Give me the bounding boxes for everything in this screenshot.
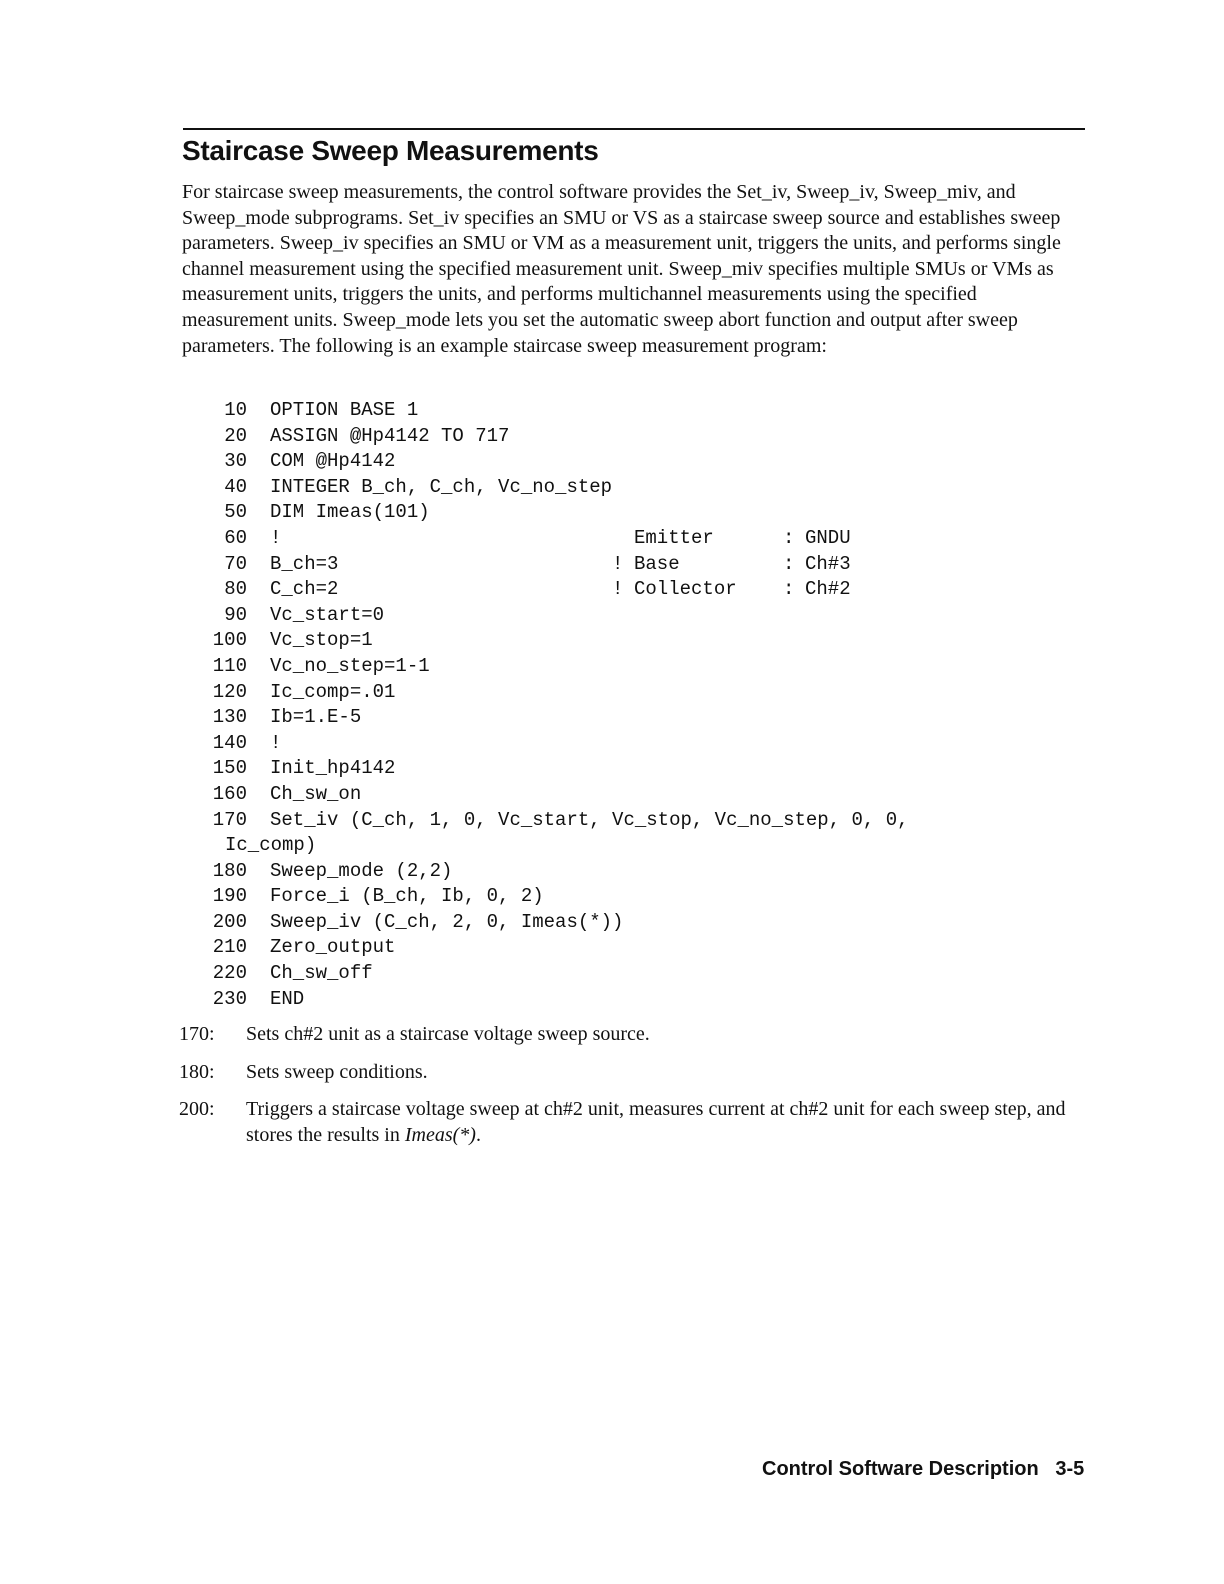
code-line — [200, 449, 920, 475]
code-statement: ! — [270, 526, 282, 549]
note-text: Sets ch#2 unit as a staircase voltage sweep source. — [246, 1023, 650, 1045]
code-statement: ! — [270, 731, 282, 754]
code-line — [200, 808, 920, 834]
comment-base-label: Base — [634, 552, 680, 575]
code-line — [200, 935, 920, 961]
code-line — [200, 756, 920, 782]
note-text: Sets sweep conditions. — [246, 1060, 428, 1083]
line-number: 90 — [224, 603, 247, 626]
code-statement: Set_iv (C_ch, 1, 0, Vc_start, Vc_stop, Vc_no_step, 0, 0, — [270, 808, 909, 831]
note-text — [246, 1098, 1066, 1146]
line-number: 130 — [212, 706, 247, 729]
code-continuation: Ic_comp) — [225, 834, 317, 857]
code-statement: Sweep_iv (C_ch, 2, 0, Imeas(*)) — [270, 910, 624, 933]
note-number: 200: — [179, 1098, 215, 1121]
code-statement: Vc_no_step=1-1 — [270, 654, 430, 677]
line-number: 120 — [212, 680, 247, 703]
code-statement: Ch_sw_on — [270, 782, 362, 805]
code-line — [200, 628, 920, 654]
code-line — [200, 577, 920, 603]
note-text-main: Triggers a staircase voltage sweep at ch#2 unit, measures current at ch#2 unit for each sweep step, and stores the results in — [246, 1098, 1066, 1146]
code-line — [200, 475, 920, 501]
comment-colon: : — [783, 552, 795, 575]
code-statement: Init_hp4142 — [270, 757, 396, 780]
code-statement: Ib=1.E-5 — [270, 706, 362, 729]
line-number: 140 — [212, 731, 247, 754]
note-item — [179, 1060, 1084, 1086]
line-number: 220 — [212, 962, 247, 985]
comment-collector-label: Collector — [634, 578, 737, 601]
note-text-end: . — [475, 1123, 481, 1146]
line-number: 100 — [212, 629, 247, 652]
code-statement: Vc_start=0 — [270, 603, 385, 626]
page-number: 3-5 — [1055, 1458, 1085, 1480]
page-footer — [762, 1458, 1084, 1481]
section-title: Staircase Sweep Measurements — [182, 135, 599, 166]
line-number: 160 — [212, 782, 247, 805]
code-line — [200, 859, 920, 885]
code-statement: Zero_output — [270, 936, 396, 959]
line-number: 60 — [224, 526, 247, 549]
code-line — [200, 705, 920, 731]
line-number: 190 — [212, 885, 247, 908]
code-statement: Sweep_mode (2,2) — [270, 859, 453, 882]
code-statement: Vc_stop=1 — [270, 629, 373, 652]
comment-colon: : — [783, 526, 795, 549]
line-number: 180 — [212, 859, 247, 882]
code-line — [200, 500, 920, 526]
comment-emitter-value: GNDU — [805, 526, 851, 549]
comment-colon: : — [783, 578, 795, 601]
code-line — [200, 654, 920, 680]
note-item — [179, 1022, 1084, 1048]
line-number: 70 — [224, 552, 247, 575]
line-number: 150 — [212, 757, 247, 780]
code-line — [200, 782, 920, 808]
code-line — [200, 603, 920, 629]
code-statement: COM @Hp4142 — [270, 450, 396, 473]
code-statement: INTEGER B_ch, C_ch, Vc_no_step — [270, 475, 613, 498]
code-line — [200, 526, 920, 552]
line-number: 10 — [224, 399, 247, 421]
code-statement: Ch_sw_off — [270, 962, 373, 985]
comment-collector-value: Ch#2 — [805, 578, 851, 601]
note-text-variable: Imeas(*) — [404, 1123, 476, 1146]
code-statement: Ic_comp=.01 — [270, 680, 396, 703]
comment-bang: ! — [612, 578, 624, 601]
program-listing — [200, 398, 920, 1012]
code-statement: OPTION BASE 1 — [270, 399, 419, 421]
note-number: 170: — [179, 1023, 215, 1045]
footer-title: Control Software Description — [762, 1458, 1039, 1480]
line-number: 80 — [224, 578, 247, 601]
line-number: 110 — [212, 654, 247, 677]
section-rule — [183, 128, 1085, 130]
line-number: 50 — [224, 501, 247, 524]
code-statement: DIM Imeas(101) — [270, 501, 430, 524]
code-line — [200, 987, 920, 1013]
line-number: 170 — [212, 808, 247, 831]
code-line — [200, 552, 920, 578]
line-number: 210 — [212, 936, 247, 959]
code-line — [200, 910, 920, 936]
line-number: 40 — [224, 475, 247, 498]
line-number: 200 — [212, 910, 247, 933]
code-statement: B_ch=3 — [270, 552, 339, 575]
comment-emitter-label: Emitter — [634, 526, 714, 549]
code-statement: ASSIGN @Hp4142 TO 717 — [270, 424, 510, 447]
intro-paragraph: For staircase sweep measurements, the control software provides the Set_iv, Sweep_iv, Sweep_miv, and Sweep_mode subprograms. Set_iv specifies an SMU or VS as a staircase sweep source and establishes sweep parameters. Sweep_iv specifies an SMU or VM as a measurement unit, triggers the units, and performs single channel measurement using the specified measurement unit. Sweep_miv specifies multiple SMUs or VMs as measurement units, triggers the units, and performs multichannel measurements using the specified measurement units. Sweep_mode lets you set the automatic sweep abort function and output after sweep parameters. The following is an example staircase sweep measurement program: — [182, 181, 1061, 357]
note-item — [179, 1097, 1084, 1148]
comment-bang: ! — [612, 552, 624, 575]
code-line-continuation — [200, 833, 920, 859]
code-statement: C_ch=2 — [270, 578, 339, 601]
code-line — [200, 398, 920, 424]
line-notes — [179, 1022, 1084, 1160]
line-number: 30 — [224, 450, 247, 473]
line-number: 20 — [224, 424, 247, 447]
code-statement: END — [270, 987, 305, 1010]
line-number: 230 — [212, 987, 247, 1010]
code-line — [200, 680, 920, 706]
note-number: 180: — [179, 1060, 215, 1083]
comment-base-value: Ch#3 — [805, 552, 851, 575]
code-line — [200, 424, 920, 450]
code-line — [200, 884, 920, 910]
code-line — [200, 961, 920, 987]
code-statement: Force_i (B_ch, Ib, 0, 2) — [270, 885, 544, 908]
code-line — [200, 731, 920, 757]
